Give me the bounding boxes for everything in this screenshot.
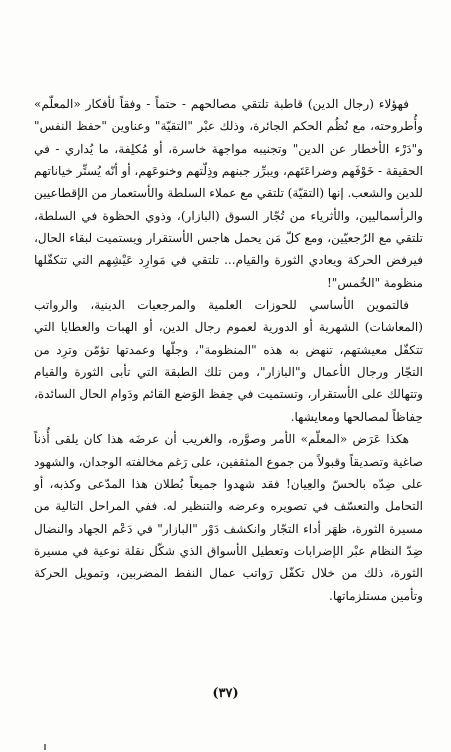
page-number: (٣٧) bbox=[212, 686, 239, 701]
paragraph-3: هكذا عَرَض «المعلّم» الأمر وصوَّره، والغريب أن عرضَه هذا كان يلقى أُذناً صاغية وتصديقاً وقبولاً من جموع المثقفين، على رَغم مخالفته الوجدان، والشهود على ضِدّه بالحسّ والعِيان! فقد شهدوا جميعاً بُطلان هذا المدّعى وكذبه، أو التحامل والتعسّف في تصويره وعرضه والتنظير له. ففي المراحل التالية من مسيرة الثورة، ظهَر أداء التجّار وانكشف دَوْر "البازار" في دَعْم الجهاد والنضال ضِدّ النظام عبْر الإضرابات وتعطيل الأسواق الذي شكّل نقلة نوعية في مسيرة الثورة، ذلك من خلال تكفّل رَواتب عمال النفط المضربين، وتمويل الحركة وتأمين مستلزماتها. bbox=[34, 432, 423, 603]
body-text bbox=[34, 93, 423, 607]
page-edge-mark bbox=[44, 744, 46, 750]
paragraph-2: فالتموين الأساسي للحوزات العلمية والمرجعيات الدينية، والرواتب (المعاشات) الشهرية أو الدورية لعموم رجال الدين، أو الهبات والعطايا التي تتكفّل معيشتهم، تنهض به هذه "المنظومة"، وجلّها وعمدتها تؤمّن وترِد من التجّار ورجال الأعمال و"البازار"، ومن تلك الطبقة التي تأبى الثورة والقيام وتتهالك على الأستقرار، وتستميت في حِفظ الوَضع القائم ودَوام الحال السائدة، حِفاظاً لمصالحها ومعايشها. bbox=[34, 298, 423, 424]
paragraph-1: فهؤلاء (رجال الدين) قاطبة تلتقي مصالحهم - حتماً - وفقاً لأفكار «المعلّم» وأُطروحته، مع نُظُم الحكم الجائرة، وذلك عبْر "التقيّة" وعناوين "حفظ النفس" و"دَرْء الأخطار عن الدين" وتجنيبه مواجهة خاسرة، أو مُكلِفة، ما يُداري - في الحقيقة - خَوْفَهم وضراعَتَهم، ويبرِّر جبنهم وذِلّتهم وخنوعَهم، أو أنّه يُستِّر خياناتهم للدين والشعب. إنها (التقيّة) تلتقي مع عملاء السلطة والأستعمار من الإقطاعيين والرأسماليين، والأثرياء من تُجّار السوق (البازار)، وذوي الحظوة في السلطة، تلتقي مع الرُجعيّين، ومع كلّ مَن يحمل هاجس الأستقرار ويستميت لبقاء الحال، فيرفض الحركة ويعادي الثورة والقيام... تلتقي في مَوارِد عَيْشِهم التي تتكفّلها منظومة "الخُمس"! bbox=[34, 97, 423, 290]
